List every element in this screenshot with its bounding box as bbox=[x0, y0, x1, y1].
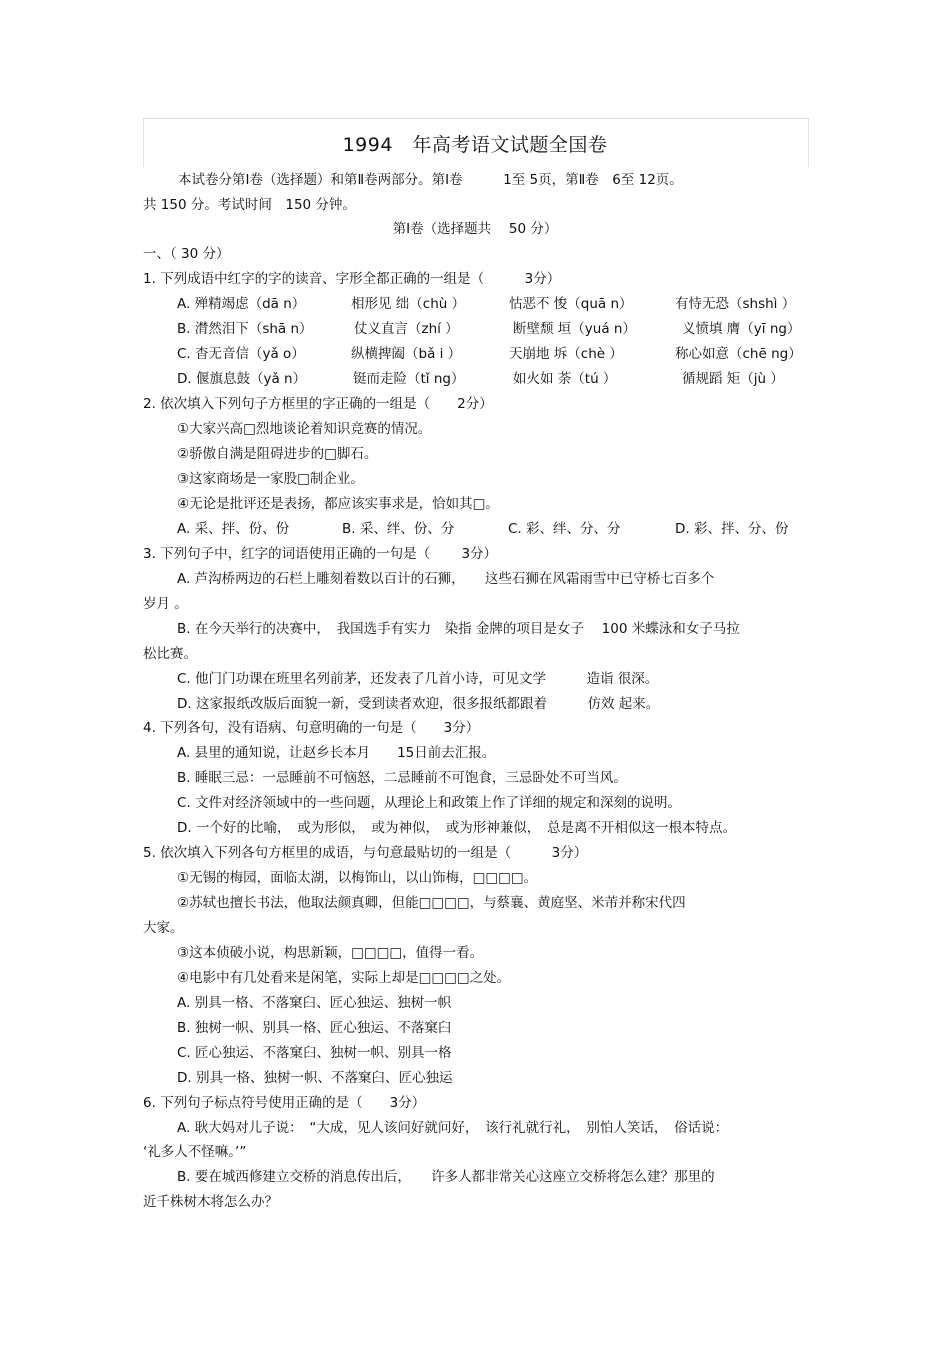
q1-option-c-2: 纵横捭阖（bǎ i ） bbox=[351, 346, 462, 362]
question-5-stem: 5. 依次填入下列各句方框里的成语，与句意最贴切的一组是（ 3分） bbox=[143, 845, 588, 861]
q2-option-a: A. 采、拌、份、份 bbox=[177, 521, 290, 537]
intro-line-2: 共 150 分。考试时间 150 分钟。 bbox=[143, 197, 356, 213]
q3-option-b-line-1: B. 在今天举行的决赛中， 我国选手有实力 染指 金牌的项目是女子 100 米蝶泳和女子马拉 bbox=[177, 621, 740, 637]
q1-option-d-1: D. 偃旗息鼓（yǎ n） bbox=[177, 371, 307, 387]
q1-option-a-1: A. 殚精竭虑（dā n） bbox=[177, 296, 306, 312]
q5-item-4: ④电影中有几处看来是闲笔，实际上却是□□□□之处。 bbox=[177, 970, 511, 986]
q2-item-3: ③这家商场是一家股□制企业。 bbox=[177, 471, 364, 487]
q2-option-d: D. 彩、拌、分、份 bbox=[675, 521, 789, 537]
q5-item-2-line-1: ②苏轼也擅长书法，他取法颜真卿，但能□□□□，与蔡襄、黄庭坚、米芾并称宋代四 bbox=[177, 895, 686, 911]
question-1-stem: 1. 下列成语中红字的字的读音、字形全都正确的一组是（ 3分） bbox=[143, 271, 561, 287]
q1-option-a-3: 怙恶不 悛（quā n） bbox=[509, 296, 633, 312]
q2-item-2: ②骄傲自满是阻碍进步的□脚石。 bbox=[177, 446, 378, 462]
q6-option-b-line-1: B. 要在城西修建立交桥的消息传出后， 许多人都非常关心这座立交桥将怎么建？那里的 bbox=[177, 1169, 715, 1185]
q1-option-c-1: C. 杳无音信（yǎ o） bbox=[177, 346, 305, 362]
q1-option-c-4: 称心如意（chē ng） bbox=[675, 346, 802, 362]
q6-option-a-line-1: A. 耿大妈对儿子说： “大成，见人该问好就问好， 该行礼就行礼， 别怕人笑话， 俗话说： bbox=[177, 1120, 729, 1136]
q1-option-b-2: 仗义直言（zhí ） bbox=[354, 321, 459, 337]
section-heading: 一、（ 30 分） bbox=[143, 246, 230, 262]
q2-item-1: ①大家兴高□烈地谈论着知识竞赛的情况。 bbox=[177, 421, 432, 437]
question-2-stem: 2. 依次填入下列句子方框里的字正确的一组是（ 2分） bbox=[143, 396, 493, 412]
q5-item-1: ①无锡的梅园，面临太湖，以梅饰山，以山饰梅，□□□□。 bbox=[177, 870, 538, 886]
q5-option-c: C. 匠心独运、不落窠臼、独树一帜、别具一格 bbox=[177, 1045, 452, 1061]
q1-option-d-2: 铤而走险（tǐ ng） bbox=[353, 371, 465, 387]
q3-option-d: D. 这家报纸改版后面貌一新，受到读者欢迎，很多报纸都跟着 仿效 起来。 bbox=[177, 696, 660, 712]
q5-option-a: A. 别具一格、不落窠臼、匠心独运、独树一帜 bbox=[177, 995, 452, 1011]
part-heading: 第Ⅰ卷（选择题共 50 分） bbox=[392, 221, 558, 237]
question-6-stem: 6. 下列句子标点符号使用正确的是（ 3分） bbox=[143, 1095, 426, 1111]
question-3-stem: 3. 下列句子中，红字的词语使用正确的一句是（ 3分） bbox=[143, 546, 498, 562]
q1-option-b-3: 断壁颓 垣（yuá n） bbox=[513, 321, 636, 337]
q6-option-b-line-2: 近千株树木将怎么办？ bbox=[143, 1194, 278, 1210]
q5-option-d: D. 别具一格、独树一帜、不落窠臼、匠心独运 bbox=[177, 1070, 453, 1086]
q4-option-c: C. 文件对经济领域中的一些问题，从理论上和政策上作了详细的规定和深刻的说明。 bbox=[177, 795, 682, 811]
q1-option-a-4: 有恃无恐（shshì ） bbox=[675, 296, 796, 312]
q5-item-3: ③这本侦破小说，构思新颖，□□□□，值得一看。 bbox=[177, 945, 484, 961]
q3-option-c: C. 他门门功课在班里名列前茅，还发表了几首小诗，可见文学 造诣 很深。 bbox=[177, 671, 659, 687]
q6-option-a-line-2: ‘礼多人不怪嘛。’” bbox=[143, 1144, 247, 1160]
page-title: 1994 年高考语文试题全国卷 bbox=[342, 134, 608, 156]
q1-option-a-2: 相形见 绌（chù ） bbox=[351, 296, 466, 312]
q5-option-b: B. 独树一帜、别具一格、匠心独运、不落窠臼 bbox=[177, 1020, 452, 1036]
q3-option-a-line-1: A. 芦沟桥两边的石栏上雕刻着数以百计的石狮， 这些石狮在风霜雨雪中已守桥七百多个 bbox=[177, 571, 715, 587]
q1-option-b-1: B. 潸然泪下（shā n） bbox=[177, 321, 313, 337]
q2-option-b: B. 采、绊、份、分 bbox=[342, 521, 455, 537]
q1-option-d-3: 如火如 荼（tú ） bbox=[513, 371, 617, 387]
q1-option-b-4: 义愤填 膺（yī ng） bbox=[682, 321, 801, 337]
q1-option-c-3: 天崩地 坼（chè ） bbox=[509, 346, 623, 362]
q3-option-a-line-2: 岁月 。 bbox=[143, 596, 188, 612]
q1-option-d-4: 循规蹈 矩（jù ） bbox=[682, 371, 784, 387]
q3-option-b-line-2: 松比赛。 bbox=[143, 646, 197, 662]
q4-option-a: A. 县里的通知说，让赵乡长本月 15日前去汇报。 bbox=[177, 745, 496, 761]
intro-line-1: 本试卷分第Ⅰ卷（选择题）和第Ⅱ卷两部分。第Ⅰ卷 1至 5页，第Ⅱ卷 6至 12页。 bbox=[178, 172, 683, 188]
q4-option-b: B. 睡眠三忌：一忌睡前不可恼怒，二忌睡前不可饱食，三忌卧处不可当风。 bbox=[177, 770, 627, 786]
q4-option-d: D. 一个好的比喻， 或为形似， 或为神似， 或为形神兼似， 总是离不开相似这一根本特点。 bbox=[177, 820, 736, 836]
q5-item-2-line-2: 大家。 bbox=[143, 920, 184, 936]
q2-item-4: ④无论是批评还是表扬，都应该实事求是，恰如其□。 bbox=[177, 496, 499, 512]
q2-option-c: C. 彩、绊、分、分 bbox=[508, 521, 621, 537]
question-4-stem: 4. 下列各句，没有语病、句意明确的一句是（ 3分） bbox=[143, 720, 480, 736]
